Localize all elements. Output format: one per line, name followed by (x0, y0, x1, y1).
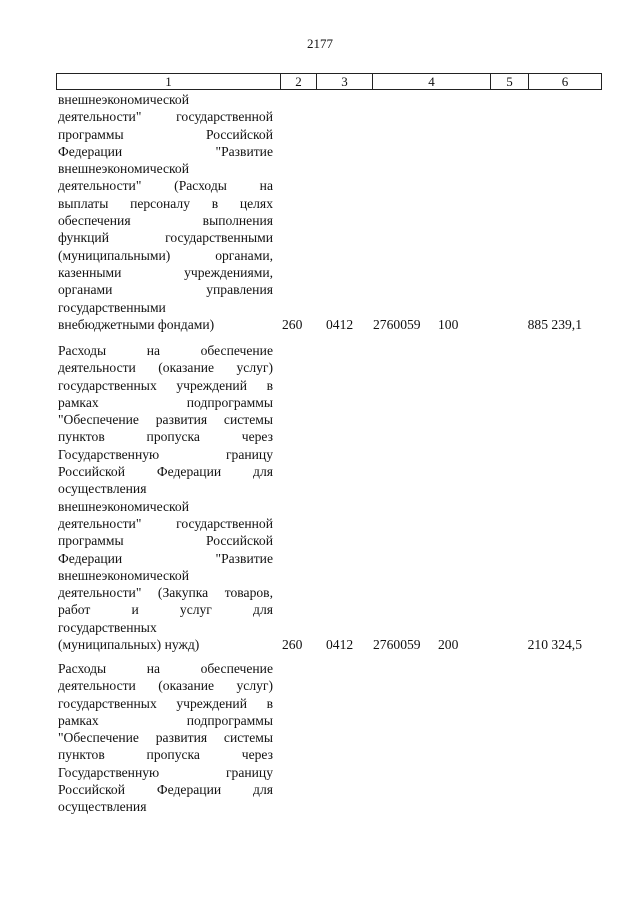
amount-value: 210 324,5 (527, 637, 582, 652)
description-line: деятельности" государственной (58, 515, 273, 531)
page-number: 2177 (307, 36, 333, 51)
ministry-code: 260 (282, 317, 303, 332)
description-line: функций государственными (58, 230, 273, 246)
description-line: Расходы на обеспечение (58, 661, 273, 676)
description-line: осуществления (58, 481, 147, 497)
description-line: деятельности (оказание услуг) (58, 360, 273, 376)
description-line: внешнеэкономической (58, 567, 189, 583)
description-line: выплаты персоналу в целях (58, 195, 273, 211)
description-line: государственных учреждений в (58, 695, 273, 711)
description-line: программы Российской (58, 126, 273, 142)
target-article-code: 2760059 (373, 317, 421, 332)
description-line: деятельности" (Расходы на (58, 178, 273, 194)
description-line: государственных (58, 619, 157, 635)
description-line: деятельности (оказание услуг) (58, 678, 273, 694)
column-header-3: 3 (316, 74, 372, 89)
description-line: внешнеэкономической (58, 161, 189, 177)
description-line: внебюджетными фондами) (58, 316, 215, 332)
section-code: 0412 (326, 637, 354, 652)
description-line: рамках подпрограммы (58, 712, 273, 728)
description-line: казенными учреждениями, (58, 264, 273, 280)
row-description (58, 91, 273, 333)
description-line: рамках подпрограммы (58, 394, 273, 410)
description-line: деятельности" (Закупка товаров, (58, 585, 273, 601)
row-description (58, 342, 273, 653)
description-line: государственными (58, 299, 166, 315)
description-line: государственных учреждений в (58, 377, 273, 393)
description-line: осуществления (58, 799, 147, 815)
description-line: (муниципальными) органами, (58, 247, 273, 263)
description-line: пунктов пропуска через (58, 429, 273, 445)
column-header-4: 4 (372, 74, 490, 89)
amount-value: 885 239,1 (527, 317, 582, 332)
description-line: "Обеспечение развития системы (58, 730, 273, 746)
description-line: Российской Федерации для (58, 464, 273, 480)
expense-type-code: 100 (438, 317, 459, 332)
column-header-1: 1 (165, 74, 172, 89)
description-line: программы Российской (58, 533, 273, 549)
row-description (58, 660, 273, 816)
description-line: Расходы на обеспечение (58, 343, 273, 358)
description-line: Российской Федерации для (58, 782, 273, 798)
description-line: "Обеспечение развития системы (58, 412, 273, 428)
description-line: Федерации "Развитие (58, 550, 273, 566)
column-header-2: 2 (280, 74, 316, 89)
description-line: Государственную границу (58, 446, 273, 462)
description-line: работ и услуг для (58, 602, 273, 618)
column-header-6: 6 (528, 74, 601, 89)
description-line: деятельности" государственной (58, 109, 273, 125)
description-line: обеспечения выполнения (58, 213, 273, 229)
description-line: внешнеэкономической (58, 92, 189, 107)
table-header (56, 73, 602, 90)
description-line: Государственную границу (58, 764, 273, 780)
expense-type-code: 200 (438, 637, 459, 652)
column-header-5: 5 (490, 74, 528, 89)
target-article-code: 2760059 (373, 637, 421, 652)
ministry-code: 260 (282, 637, 303, 652)
description-line: пунктов пропуска через (58, 747, 273, 763)
section-code: 0412 (326, 317, 354, 332)
description-line: органами управления (58, 282, 273, 298)
description-line: (муниципальных) нужд) (58, 637, 200, 653)
description-line: внешнеэкономической (58, 498, 189, 514)
description-line: Федерации "Развитие (58, 143, 273, 159)
